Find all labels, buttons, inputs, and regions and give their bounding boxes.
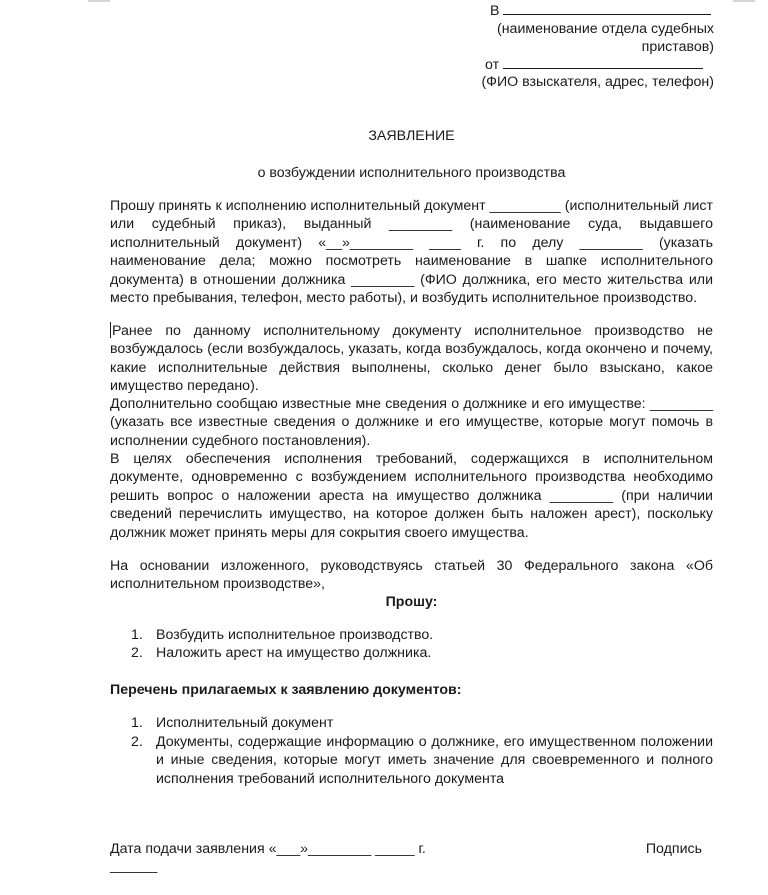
sender-line (485, 55, 714, 74)
paragraph-previous-text: Ранее по данному исполнительному документу исполнительное производство не возбуждалось (если возбуждалось, указать, когда возбуждалось, когда окончено и почему, какие исполнительные действия выполнены, сколько денег было взыскано, какое имущество передано). (110, 323, 713, 395)
sender-prefix: от (485, 57, 500, 73)
list-text: Возбудить исполнительное производство. (156, 627, 434, 643)
document-subtitle: о возбуждении исполнительного производства (257, 165, 566, 181)
top-border-left (88, 0, 110, 2)
paragraph-arrest: В целях обеспечения исполнения требований, содержащихся в исполнительном документе, одновременно с возбуждением исполнительного производства необходимо решить вопрос о наложении ареста на имущество должника ________ (при наличии сведений перечислить имущество, на которое должен быть наложен арест), поскольку должник может принять меры для сокрытия своего имущества. (110, 451, 713, 541)
signature-blank: ______ (110, 858, 158, 874)
paragraph-request: Прошу принять к исполнению исполнительный документ _________ (исполнительный лист или судебный приказ), выданный ________ (наименование суда, выдавшего исполнительный документ) «__»________ ____ г. по делу ________ (указать наименование дела; можно посмотреть наименование в шапке исполнительного документа) в отношении должника ________ (ФИО должника, его место жительства или место пребывания, телефон, место работы), и возбудить исполнительное производство. (110, 198, 713, 307)
addressee-line (490, 1, 714, 20)
list-text: Документы, содержащие информацию о должнике, его имущественном положении и иные сведения, которые могут иметь значение для своевременного и полного исполнения требований исполнительного документа (156, 734, 713, 787)
addressee-caption: (наименование отдела судебных приставов) (497, 21, 714, 56)
top-border-right (733, 0, 755, 2)
submission-date: Дата подачи заявления «___»________ _____ г. (110, 841, 426, 857)
paragraph-legal-basis: На основании изложенного, руководствуясь статьей 30 Федерального закона «Об исполнительном производстве», (110, 558, 713, 593)
text-cursor (110, 322, 111, 338)
addressee-prefix: В (490, 3, 500, 19)
list-text: Исполнительный документ (156, 715, 334, 731)
paragraph-previous-proceedings (110, 322, 713, 396)
list-number: 2. (131, 645, 143, 661)
list-number: 1. (131, 715, 143, 731)
sender-blank (503, 55, 703, 69)
list-number: 1. (131, 627, 143, 643)
document-title: ЗАЯВЛЕНИЕ (368, 128, 455, 144)
attachments-heading: Перечень прилагаемых к заявлению документов: (110, 682, 462, 698)
signature-label: Подпись (645, 841, 702, 857)
sender-caption: (ФИО взыскателя, адрес, телефон) (481, 74, 714, 90)
list-text: Наложить арест на имущество должника. (156, 645, 432, 661)
request-heading: Прошу: (385, 594, 438, 610)
list-number: 2. (131, 734, 143, 750)
addressee-blank (503, 1, 711, 15)
paragraph-debtor-info: Дополнительно сообщаю известные мне сведения о должнике и его имуществе: ________ (указать все известные сведения о должнике и его имуществе, которые могут помочь в исполнении судебного постановления). (110, 396, 713, 449)
